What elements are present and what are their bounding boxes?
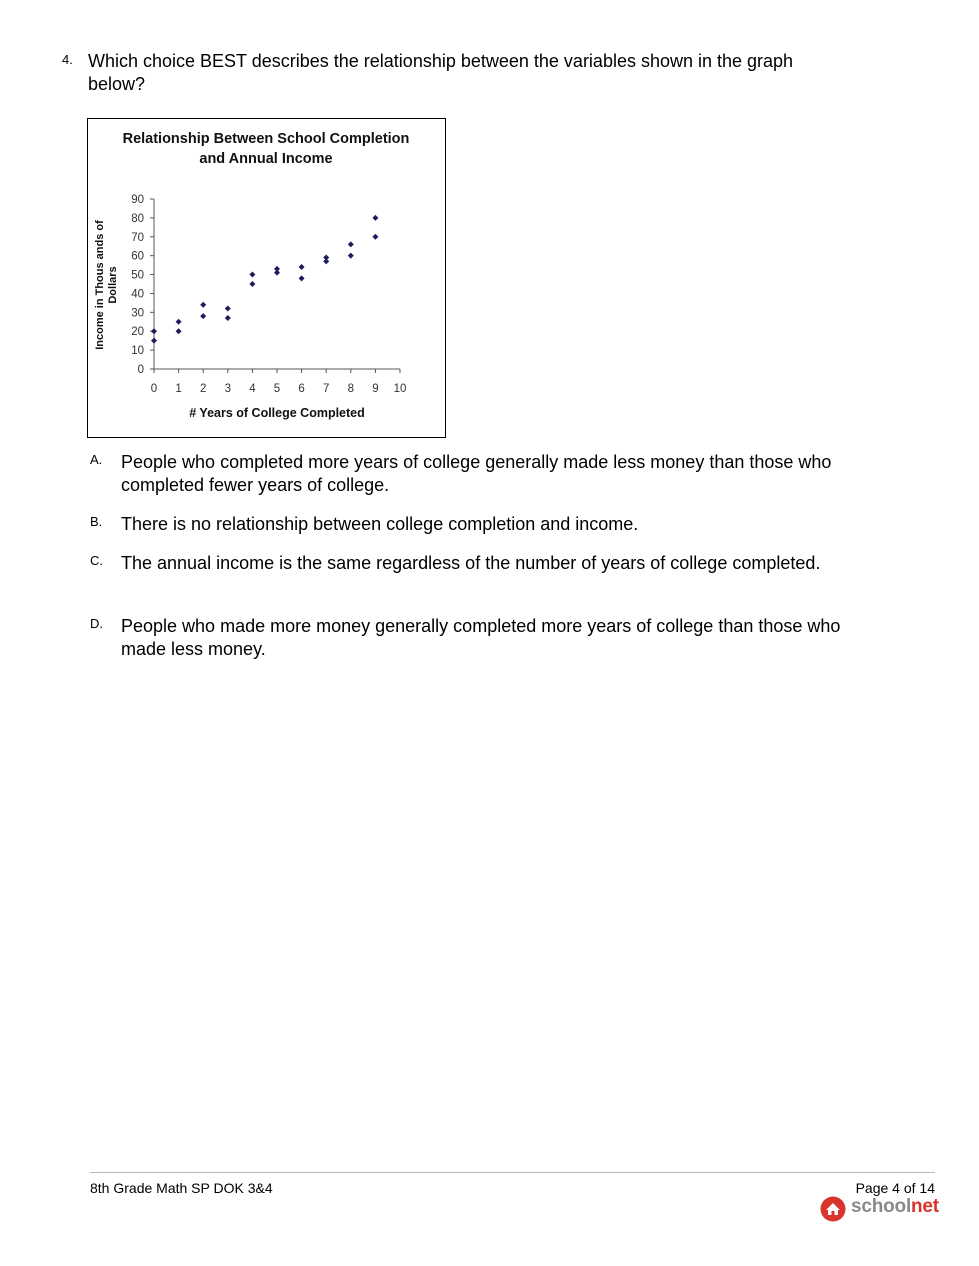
y-tick-label: 30 — [131, 307, 144, 320]
y-tick-label: 10 — [131, 345, 144, 358]
question-text: Which choice BEST describes the relationship between the variables shown in the graph below? — [88, 51, 794, 94]
data-point — [299, 264, 305, 270]
option-a-letter: A. — [90, 452, 103, 467]
data-point — [225, 306, 231, 312]
data-point — [200, 313, 206, 319]
option-c-letter: C. — [90, 553, 103, 568]
y-axis-label-line1: Income in Thous ands of — [94, 220, 106, 350]
chart-title-line1: Relationship Between School Completion — [122, 131, 410, 147]
chart-title-line2: and Annual Income — [199, 151, 333, 167]
data-point — [151, 328, 157, 334]
data-point — [348, 241, 354, 247]
data-point — [274, 270, 280, 276]
x-tick-label: 4 — [249, 383, 256, 395]
data-point — [249, 281, 255, 287]
data-point — [348, 253, 354, 259]
data-point — [176, 328, 182, 334]
data-point — [249, 272, 255, 278]
option-d-text[interactable]: People who made more money generally completed more years of college than those who made less money. — [121, 616, 841, 659]
x-tick-label: 9 — [372, 383, 379, 395]
data-point — [225, 315, 231, 321]
y-tick-label: 70 — [131, 231, 144, 244]
y-tick-label: 40 — [131, 288, 144, 301]
y-tick-label: 80 — [131, 212, 144, 225]
y-tick-label: 50 — [131, 269, 144, 282]
data-point — [372, 234, 378, 240]
footer-course-title: 8th Grade Math SP DOK 3&4 — [90, 1180, 273, 1196]
y-tick-label: 0 — [137, 364, 144, 376]
logo-text-net: net — [911, 1196, 939, 1217]
option-b-letter: B. — [90, 514, 103, 529]
chart-canvas — [88, 119, 447, 439]
data-point — [372, 215, 378, 221]
option-c-text[interactable]: The annual income is the same regardless of the number of years of college completed. — [121, 553, 821, 573]
y-axis-label-line2: Dollars — [107, 266, 119, 304]
x-axis-label: # Years of College Completed — [189, 406, 365, 420]
x-tick-label: 10 — [393, 383, 407, 395]
data-point — [176, 319, 182, 325]
x-tick-label: 0 — [150, 383, 158, 395]
data-point — [323, 258, 329, 264]
x-tick-label: 2 — [199, 383, 207, 395]
option-a-text[interactable]: People who completed more years of college generally made less money than those who completed fewer years of college. — [121, 452, 832, 495]
x-tick-label: 8 — [347, 383, 355, 395]
y-tick-label: 90 — [131, 194, 144, 206]
x-tick-label: 7 — [322, 383, 330, 395]
x-tick-label: 6 — [298, 383, 305, 395]
schoolnet-logo — [820, 1195, 940, 1223]
logo-text-school: school — [851, 1196, 912, 1217]
option-d-letter: D. — [90, 616, 103, 631]
y-tick-label: 20 — [131, 326, 144, 339]
data-point — [200, 302, 206, 308]
x-tick-label: 1 — [175, 383, 182, 395]
x-tick-label: 5 — [273, 383, 281, 395]
data-point — [299, 275, 305, 281]
y-tick-label: 60 — [131, 250, 144, 263]
scatter-chart — [87, 118, 446, 438]
x-tick-label: 3 — [224, 383, 232, 395]
question-number: 4. — [62, 52, 73, 67]
data-point — [151, 338, 157, 344]
footer-divider — [90, 1172, 935, 1173]
house-icon — [820, 1195, 848, 1223]
footer-page-number: Page 4 of 14 — [855, 1180, 935, 1196]
option-b-text[interactable]: There is no relationship between college completion and income. — [121, 514, 639, 534]
